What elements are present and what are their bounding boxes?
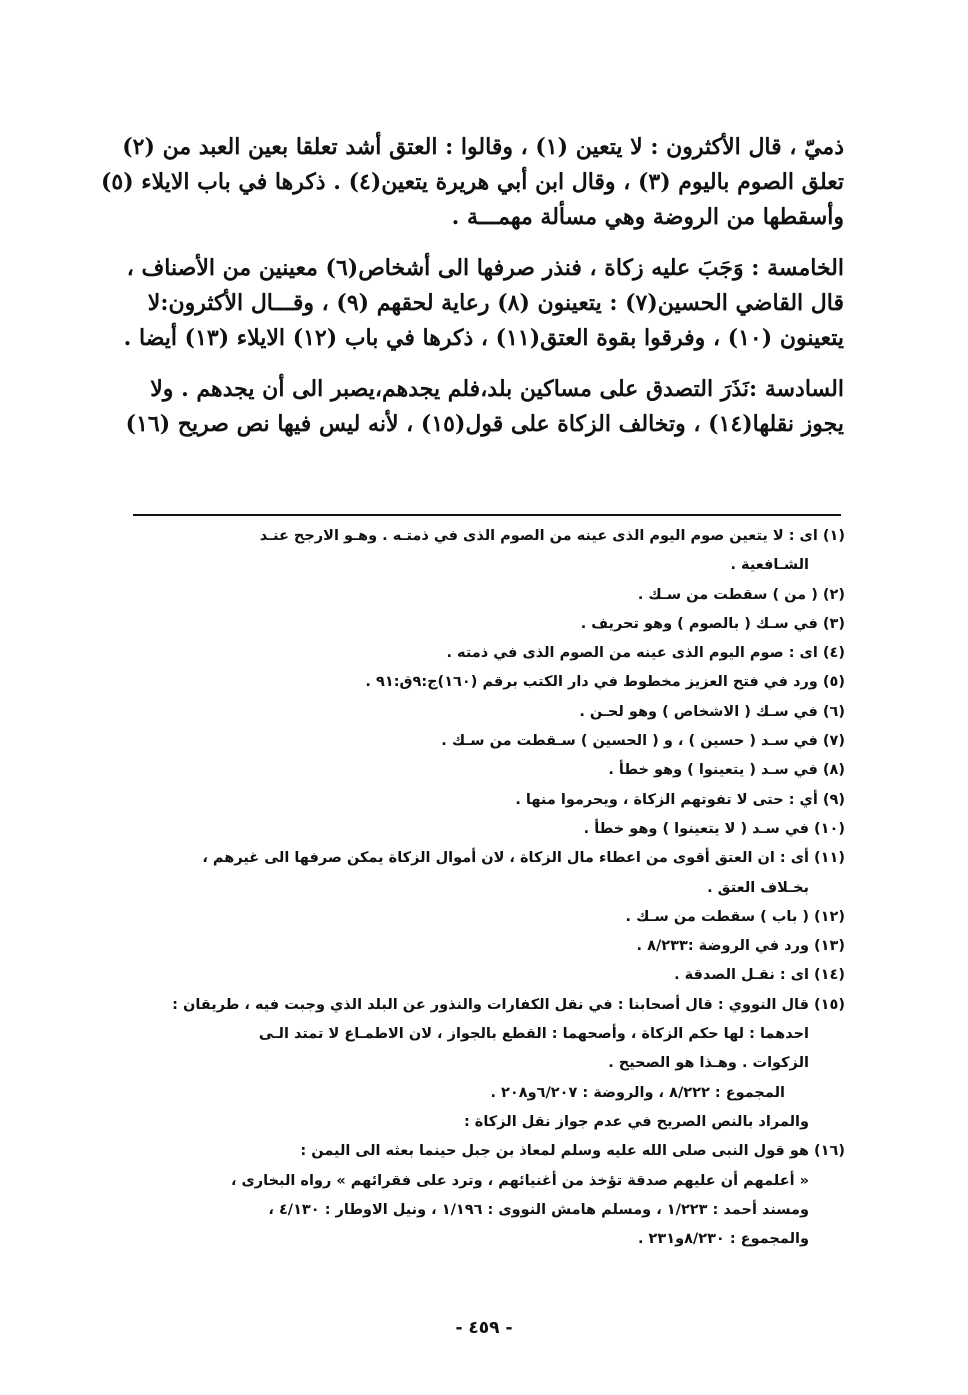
text-line: ذميّ ، قال الأكثرون : لا يتعين (١) ، وقالوا : العتق أشد تعلقا بعين العبد من (٢) <box>122 134 844 160</box>
text-line: السادسة :نَذَرَ التصدق على مساكين بلد،فلم يجدهم،يصبر الى أن يجدهم . ولا <box>150 376 844 402</box>
text-line: قال القاضي الحسين(٧) : يتعينون (٨) رعاية لحقهم (٩) ، وقـــال الأكثرون:لا <box>147 290 844 316</box>
footnote-13: (١٣) ورد في الروضة :٨/٢٣٣ . <box>636 938 845 955</box>
text-line: يتعينون (١٠) ، وفرقوا بقوة العتق(١١) ، ذكرها في باب (١٢) الايلاء (١٣) أيضا . <box>123 325 844 351</box>
footnote-6: (٦) في سـك ( الاشخاص ) وهو لحـن . <box>579 703 845 720</box>
footnote-16-continuation: والمجموع : ٨/٢٣٠و٢٣١ . <box>637 1231 809 1248</box>
text-line: تعلق الصوم باليوم (٣) ، وقال ابن أبي هريرة يتعين(٤) . ذكرها في باب الايلاء (٥) <box>100 169 844 195</box>
footnote-7: (٧) في سـد ( حسين ) ، و ( الحسين ) سـقطت من سـك . <box>441 733 845 750</box>
footnote-4: (٤) اى : صوم اليوم الذى عينه من الصوم الذى في ذمته . <box>446 645 845 662</box>
footnote-5: (٥) ورد في فتح العزيز مخطوط في دار الكتب برقم (١٦٠)ج:٩ق:٩١ . <box>365 674 845 691</box>
footnotes <box>110 522 845 1254</box>
paragraph-2 <box>118 251 844 356</box>
footnote-15-continuation: الزكوات . وهـذا هو الصحيح . <box>608 1055 809 1072</box>
footnote-3: (٣) في سـك ( بالصوم ) وهو تحريف . <box>580 615 845 632</box>
footnote-11: (١١) أى : ان العتق أقوى من اعطاء مال الزكاة ، لان أموال الزكاة يمكن صرفها الى غيرهم ، <box>202 850 845 867</box>
footnote-9: (٩) أي : حتى لا تفوتهم الزكاة ، ويحرموا منها . <box>515 791 845 808</box>
footnote-16-continuation: « أعلمهم أن عليهم صدقة تؤخذ من أغنيائهم ، وترد على فقرائهم » رواه البخارى ، <box>230 1172 809 1189</box>
footnote-14: (١٤) اى : نقـل الصدقة . <box>674 967 845 984</box>
footnote-16: (١٦) هو قول النبى صلى الله عليه وسلم لمعاذ بن جبل حينما بعثه الى اليمن : <box>300 1143 845 1160</box>
paragraph-3 <box>118 372 844 442</box>
main-text <box>100 130 844 458</box>
footnote-8: (٨) في سـد ( يتعينوا ) وهو خطأ . <box>608 762 845 779</box>
footnote-12: (١٢) ( باب ) سقطت من سـك . <box>625 908 845 925</box>
footnote-2: (٢) ( من ) سقطت من سـك . <box>637 586 845 603</box>
footnote-10: (١٠) في سـد ( لا يتعينوا ) وهو خطأ . <box>583 820 845 837</box>
text-line: يجوز نقلها(١٤) ، وتخالف الزكاة على قول(١٥) ، لأنه ليس فيها نص صريح (١٦) <box>125 411 844 437</box>
page-number: - ٤٥٩ - <box>455 1318 513 1338</box>
footnote-1: (١) اى : لا يتعين صوم اليوم الذى عينه من الصوم الذى في ذمتـه . وهـو الارجح عنـد <box>259 528 845 544</box>
footnote-15-continuation: المجموع : ٨/٢٢٢ ، والروضة : ٦/٢٠٧و٢٠٨ . <box>490 1084 785 1101</box>
text-line: الخامسة : وَجَبَ عليه زكاة ، فنذر صرفها الى أشخاص(٦) معينين من الأصناف ، <box>126 255 844 281</box>
footnote-15-continuation: احدهما : لها حكم الزكاة ، وأصحهما : القطع بالجواز ، لان الاطمـاع لا تمتد الـى <box>258 1026 809 1043</box>
footnote-15: (١٥) قال النووي : قال أصحابنا : في نقل الكفارات والنذور عن البلد الذي وجبت فيه ، طريقان : <box>172 996 845 1013</box>
footnote-16-continuation: ومسند أحمد : ١/٢٢٣ ، ومسلم هامش النووى : ١/١٩٦ ، ونيل الاوطار : ٤/١٣٠ ، <box>268 1201 809 1218</box>
footnote-15-continuation: والمراد بالنص الصريح في عدم جواز نقل الزكاة : <box>463 1113 809 1130</box>
footnote-1-continuation: الشـافعية . <box>730 557 809 574</box>
text-line: وأسقطها من الروضة وهي مسألة مهمـــة . <box>451 204 844 230</box>
footnote-divider <box>133 514 841 516</box>
footnote-11-continuation: بخـلاف العتق . <box>707 879 809 896</box>
paragraph-1 <box>100 130 844 235</box>
